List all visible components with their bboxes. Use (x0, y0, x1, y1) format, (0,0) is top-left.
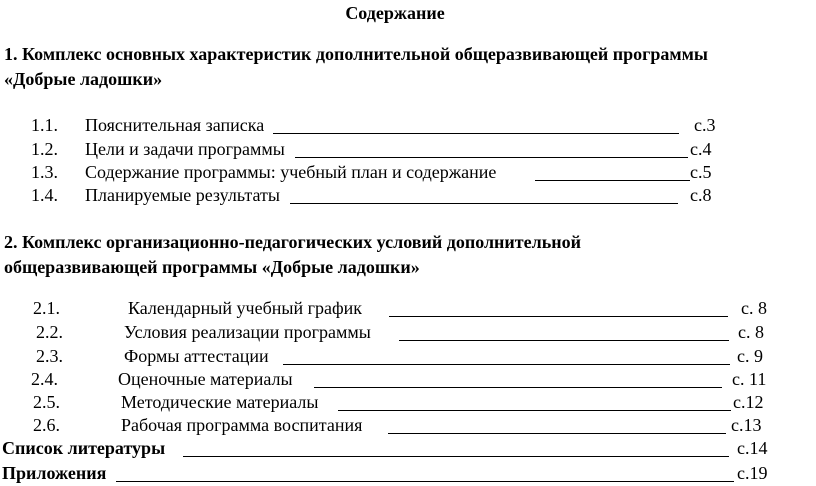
toc-leader-line (535, 180, 690, 181)
toc-entry-appendices[interactable] (0, 462, 816, 484)
section2-heading-line1: 2. Комплекс организационно-педагогических условий дополнительной (4, 232, 581, 252)
toc-entry-2-2[interactable] (0, 321, 816, 343)
toc-entry-1-1[interactable] (0, 114, 816, 136)
section1-heading-line1: 1. Комплекс основных характеристик дополнительной общеразвивающей программы (4, 44, 708, 64)
toc-leader-line (116, 481, 734, 482)
toc-entry-number: 2.2. (36, 322, 63, 342)
page-title: Содержание (345, 3, 445, 23)
toc-entry-page: с.8 (690, 185, 712, 205)
toc-entry-number: 2.6. (33, 415, 60, 435)
toc-entry-page: с.14 (737, 438, 768, 458)
toc-leader-line (283, 364, 730, 365)
toc-entry-label: Условия реализации программы (124, 322, 371, 342)
toc-entry-label: Методические материалы (121, 392, 319, 412)
toc-entry-page: с.12 (733, 392, 764, 412)
toc-leader-line (295, 157, 688, 158)
toc-entry-1-3[interactable] (0, 161, 816, 183)
toc-entry-label: Оценочные материалы (118, 369, 293, 389)
toc-entry-page: с.13 (731, 415, 762, 435)
toc-entry-2-1[interactable] (0, 297, 816, 319)
toc-leader-line (314, 387, 722, 388)
toc-leader-line (338, 410, 731, 411)
toc-entry-number: 2.1. (33, 298, 60, 318)
toc-entry-label: Формы аттестации (124, 346, 269, 366)
toc-leader-line (389, 316, 728, 317)
toc-entry-1-4[interactable] (0, 184, 816, 206)
toc-leader-line (399, 340, 729, 341)
toc-entry-page: с. 8 (738, 322, 764, 342)
toc-entry-2-5[interactable] (0, 391, 816, 413)
toc-entry-references[interactable] (0, 437, 816, 459)
toc-entry-label: Календарный учебный график (128, 298, 362, 318)
section1-heading-line2: «Добрые ладошки» (4, 69, 163, 89)
toc-entry-2-3[interactable] (0, 345, 816, 367)
toc-entry-2-6[interactable] (0, 414, 816, 436)
toc-entry-number: 1.2. (31, 139, 58, 159)
toc-entry-number: 2.5. (33, 392, 60, 412)
toc-entry-page: с.19 (737, 463, 768, 483)
toc-entry-number: 1.1. (31, 115, 58, 135)
toc-entry-label: Содержание программы: учебный план и содержание (85, 162, 497, 182)
toc-entry-label: Пояснительная записка (85, 115, 265, 135)
toc-entry-number: 1.4. (31, 185, 58, 205)
toc-entry-number: 2.3. (36, 346, 63, 366)
toc-entry-page: с.5 (690, 162, 712, 182)
toc-entry-label: Цели и задачи программы (85, 139, 285, 159)
toc-entry-2-4[interactable] (0, 368, 816, 390)
toc-entry-page: с.4 (690, 139, 712, 159)
toc-leader-line (388, 433, 726, 434)
toc-entry-page: с. 8 (741, 298, 767, 318)
toc-leader-line (290, 203, 678, 204)
toc-entry-page: с.3 (694, 115, 716, 135)
toc-entry-number: 2.4. (31, 369, 58, 389)
toc-entry-label: Список литературы (2, 438, 166, 458)
toc-entry-page: с. 9 (737, 346, 763, 366)
section2-heading-line2: общеразвивающей программы «Добрые ладошки» (4, 257, 420, 277)
toc-leader-line (273, 133, 679, 134)
toc-entry-number: 1.3. (31, 162, 58, 182)
toc-entry-label: Приложения (2, 463, 107, 483)
toc-entry-1-2[interactable] (0, 138, 816, 160)
toc-entry-label: Планируемые результаты (85, 185, 280, 205)
toc-entry-page: с. 11 (732, 369, 767, 389)
toc-entry-label: Рабочая программа воспитания (121, 415, 363, 435)
toc-leader-line (183, 456, 729, 457)
